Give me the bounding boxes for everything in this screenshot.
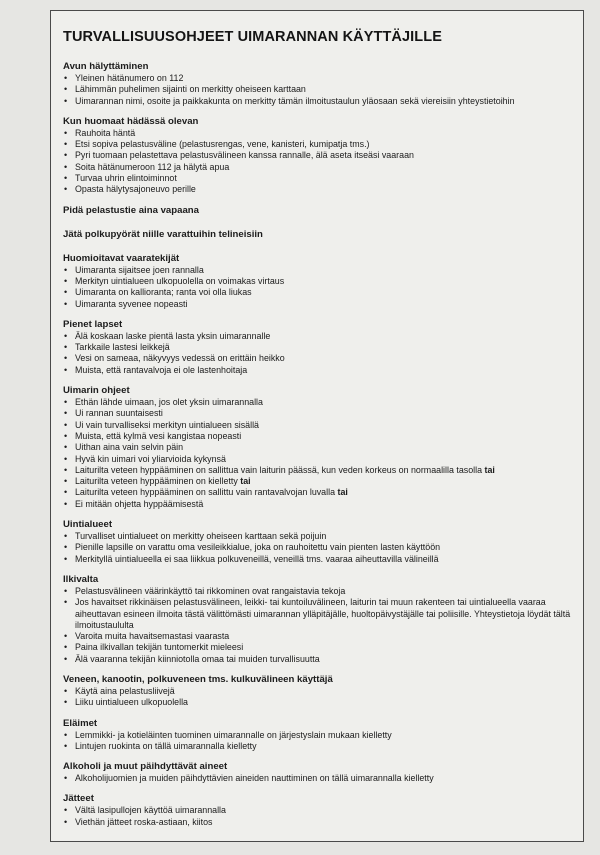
page-title: TURVALLISUUSOHJEET UIMARANNAN KÄYTTÄJILLE bbox=[63, 29, 442, 45]
list-item: • Lähimmän puhelimen sijainti on merkitty oheiseen karttaan bbox=[63, 84, 575, 95]
section-emergency bbox=[63, 61, 575, 107]
list-item: • Lemmikki- ja kotieläinten tuominen uimarannalle on järjestyslain mukaan kielletty bbox=[63, 730, 575, 741]
list-item-text: Laiturilta veteen hyppääminen on kielletty bbox=[75, 476, 238, 487]
section-waste bbox=[63, 793, 575, 828]
list-item: • Ui rannan suuntaisesti bbox=[63, 408, 575, 419]
section-heading: Kun huomaat hädässä olevan bbox=[63, 115, 199, 127]
section-animals bbox=[63, 718, 575, 753]
bullet-list bbox=[63, 73, 575, 107]
list-item: • Viethän jätteet roska-astiaan, kiitos bbox=[63, 817, 575, 828]
bullet-list bbox=[63, 265, 575, 310]
list-item: • Älä vaaranna tekijän kiinniotolla omaa tai muiden turvallisuutta bbox=[63, 654, 575, 665]
list-item bbox=[63, 487, 575, 498]
list-item bbox=[63, 476, 575, 487]
section-small-children bbox=[63, 319, 575, 376]
list-item-text: Laiturilta veteen hyppääminen on sallittua vain laiturin päässä, kun veden korkeus on normaalilla tasolla bbox=[75, 464, 483, 475]
section-heading: Ilkivalta bbox=[63, 573, 99, 585]
list-item: • Merkityllä uintialueella ei saa liikkua polkuveneillä, veneillä tms. vaaraa aiheuttavilla välineillä bbox=[63, 554, 575, 565]
bullet-list bbox=[63, 805, 575, 828]
notice-frame bbox=[50, 10, 584, 842]
bullet-list bbox=[63, 128, 575, 196]
section-swimming-areas bbox=[63, 519, 575, 565]
list-item: • Uimaranta on kallioranta; ranta voi olla liukas bbox=[63, 287, 575, 298]
bullet-list bbox=[63, 586, 575, 665]
list-item: • Vältä lasipullojen käyttöä uimarannalla bbox=[63, 805, 575, 816]
list-item: • Muista, että rantavalvoja ei ole lastenhoitaja bbox=[63, 365, 575, 376]
list-item: • Uimaranta syvenee nopeasti bbox=[63, 299, 575, 310]
emphasis-tai: tai bbox=[337, 487, 348, 498]
list-item: • Rauhoita häntä bbox=[63, 128, 575, 139]
bullet-list bbox=[63, 686, 575, 709]
list-item: • Merkityn uintialueen ulkopuolella on voimakas virtaus bbox=[63, 276, 575, 287]
section-swimmer-instructions bbox=[63, 385, 575, 510]
list-item: • Ui vain turvalliseksi merkityn uintialueen sisällä bbox=[63, 420, 575, 431]
list-item: • Pyri tuomaan pelastettava pelastusvälineen kanssa rannalle, älä aseta itseäsi vaaraan bbox=[63, 150, 575, 161]
rescue-route-note: Pidä pelastustie aina vapaana bbox=[63, 204, 199, 216]
list-item: • Pienille lapsille on varattu oma vesileikkialue, joka on rauhoitettu vain pienten lasten käyttöön bbox=[63, 542, 575, 553]
list-item: • Yleinen hätänumero on 112 bbox=[63, 73, 575, 84]
list-item: • Alkoholijuomien ja muiden päihdyttävien aineiden nauttiminen on tällä uimarannalla kielletty bbox=[63, 773, 575, 784]
section-heading: Alkoholi ja muut päihdyttävät aineet bbox=[63, 761, 228, 773]
section-watercraft bbox=[63, 674, 575, 709]
emphasis-tai: tai bbox=[240, 476, 251, 487]
list-item: • Tarkkaile lastesi leikkejä bbox=[63, 342, 575, 353]
list-item: • Varoita muita havaitsemastasi vaarasta bbox=[63, 631, 575, 642]
list-item: • Etsi sopiva pelastusväline (pelastusrengas, vene, kanisteri, kumipatja tms.) bbox=[63, 139, 575, 150]
list-item: • Uimarannan nimi, osoite ja paikkakunta on merkitty tämän ilmoitustaulun yläosaan sekä viereisiin yhteystietoihin bbox=[63, 96, 575, 107]
list-item: • Älä koskaan laske pientä lasta yksin uimarannalle bbox=[63, 331, 575, 342]
list-item: • Vesi on sameaa, näkyvyys vedessä on erittäin heikko bbox=[63, 353, 575, 364]
list-item: • Hyvä kin uimari voi yliarvioida kykynsä bbox=[63, 454, 575, 465]
section-person-in-distress bbox=[63, 116, 575, 196]
bicycle-note: Jätä polkupyörät niille varattuihin telineisiin bbox=[63, 228, 263, 240]
bullet-list bbox=[63, 773, 575, 784]
notice-content bbox=[63, 29, 575, 837]
list-item: • Muista, että kylmä vesi kangistaa nopeasti bbox=[63, 431, 575, 442]
bullet-list bbox=[63, 730, 575, 753]
list-item: • Turvaa uhrin elintoiminnot bbox=[63, 173, 575, 184]
list-item: • Uimaranta sijaitsee joen rannalla bbox=[63, 265, 575, 276]
bullet-list bbox=[63, 531, 575, 565]
list-item: • Paina ilkivallan tekijän tuntomerkit mieleesi bbox=[63, 642, 575, 653]
bullet-list bbox=[63, 397, 575, 510]
list-item: • Liiku uintialueen ulkopuolella bbox=[63, 697, 575, 708]
list-item bbox=[63, 465, 575, 476]
list-item: • Käytä aina pelastusliivejä bbox=[63, 686, 575, 697]
list-item: • Opasta hälytysajoneuvo perille bbox=[63, 184, 575, 195]
list-item: • Pelastusvälineen väärinkäyttö tai rikkominen ovat rangaistavia tekoja bbox=[63, 586, 575, 597]
list-item: • Soita hätänumeroon 112 ja hälytä apua bbox=[63, 162, 575, 173]
emphasis-tai: tai bbox=[484, 464, 495, 475]
list-item-text: Laiturilta veteen hyppääminen on sallittu vain rantavalvojan luvalla bbox=[75, 487, 336, 498]
section-heading: Uintialueet bbox=[63, 519, 113, 531]
bullet-list bbox=[63, 331, 575, 376]
list-item: • Jos havaitset rikkinäisen pelastusvälineen, leikki- tai kuntoiluvälineen, laiturin tai muun rakenteen tai uintialueella vaaraa aiheuttavan esineen ilmoita tästä välittömästi uimarannan ylläpitäjälle, huoltopäivystäjälle tai poliisille. Yhteystietoja löydät tältä ilmoitustaululta bbox=[63, 597, 575, 631]
section-heading: Uimarin ohjeet bbox=[63, 385, 130, 397]
section-heading: Eläimet bbox=[63, 717, 98, 729]
section-heading: Jätteet bbox=[63, 793, 94, 805]
list-item: • Uithan aina vain selvin päin bbox=[63, 442, 575, 453]
section-heading: Huomioitavat vaaratekijät bbox=[63, 252, 180, 264]
section-heading: Avun hälyttäminen bbox=[63, 61, 149, 72]
list-item: • Lintujen ruokinta on tällä uimarannalla kielletty bbox=[63, 741, 575, 752]
list-item: • Ethän lähde uimaan, jos olet yksin uimarannalla bbox=[63, 397, 575, 408]
section-heading: Pienet lapset bbox=[63, 318, 123, 330]
list-item: • Turvalliset uintialueet on merkitty oheiseen karttaan sekä poijuin bbox=[63, 531, 575, 542]
section-vandalism bbox=[63, 574, 575, 665]
list-item: • Ei mitään ohjetta hyppäämisestä bbox=[63, 499, 575, 510]
section-hazards bbox=[63, 253, 575, 310]
section-alcohol bbox=[63, 761, 575, 784]
section-heading: Veneen, kanootin, polkuveneen tms. kulkuvälineen käyttäjä bbox=[63, 673, 333, 685]
